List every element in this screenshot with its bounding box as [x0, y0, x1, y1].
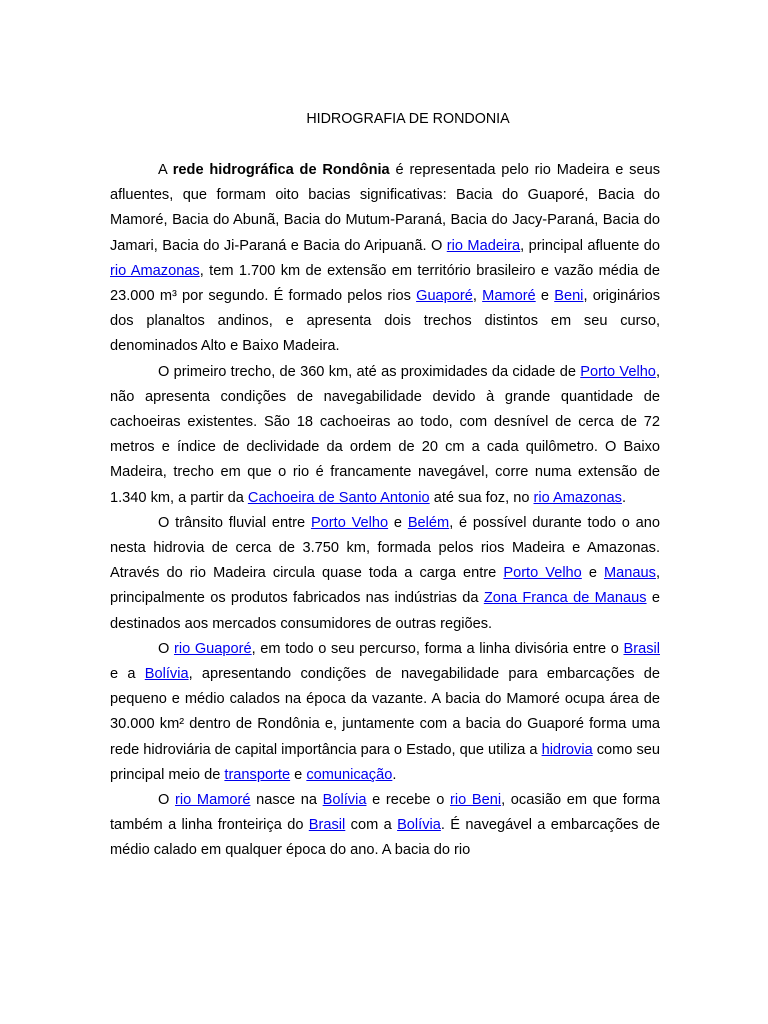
hyperlink[interactable]: Porto Velho	[503, 565, 582, 582]
hyperlink[interactable]: rio Beni	[449, 792, 502, 809]
text-run: , originários dos planaltos andinos, e apresenta dois trechos distintos em seu curso, denominados Alto e Baixo Madeira.	[110, 288, 661, 355]
paragraph	[110, 511, 660, 637]
text-run: O	[158, 640, 174, 657]
hyperlink[interactable]: Manaus	[604, 565, 656, 582]
text-run: e a	[110, 666, 145, 683]
text-run: com a	[345, 817, 398, 834]
text-run: O trânsito fluvial entre	[158, 514, 311, 531]
paragraph	[110, 158, 660, 360]
hyperlink[interactable]: Belém	[407, 514, 450, 531]
text-run: .	[392, 766, 397, 783]
paragraph	[110, 788, 660, 864]
paragraph	[110, 360, 660, 511]
text-run: e destinados aos mercados consumidores de outras regiões.	[110, 590, 661, 632]
hyperlink[interactable]: rio Guaporé	[173, 640, 252, 657]
text-run: e	[535, 288, 555, 305]
text-run: , principal afluente do	[520, 237, 661, 254]
document-title: HIDROGRAFIA DE RONDONIA	[306, 111, 510, 127]
hyperlink[interactable]: rio Mamoré	[175, 792, 251, 809]
text-run: até sua foz, no	[429, 489, 534, 506]
hyperlink[interactable]: Bolívia	[144, 666, 189, 683]
text-run: e recebe o	[366, 792, 450, 809]
text-run: O primeiro trecho, de 360 km, até as proximidades da cidade de	[158, 363, 581, 380]
hyperlink[interactable]: rio Amazonas	[110, 262, 200, 279]
paragraph	[110, 637, 660, 788]
text-run: . É navegável a embarcações de médio calado em qualquer época do ano. A bacia do rio	[110, 817, 660, 859]
text-run: , em todo o seu percurso, forma a linha divisória entre o	[251, 640, 624, 657]
text-run: .	[621, 489, 626, 506]
hyperlink[interactable]: Bolívia	[397, 817, 441, 834]
text-run: ,	[472, 288, 483, 305]
hyperlink[interactable]: Mamoré	[482, 288, 536, 305]
hyperlink[interactable]: Beni	[554, 288, 584, 305]
hyperlink[interactable]: Bolívia	[322, 792, 367, 809]
hyperlink[interactable]: comunicação	[306, 766, 393, 783]
hyperlink[interactable]: Cachoeira de Santo Antonio	[247, 489, 430, 506]
text-run: , não apresenta condições de navegabilidade devido à grande quantidade de cachoeiras existentes. São 18 cachoeiras ao todo, com desnível de cerca de 72 metros e índice de declividade da ordem de 20 cm a cada quilômetro. O Baixo Madeira, trecho em que o rio é francamente navegável, corre numa extensão de 1.340 km, a partir da	[110, 363, 660, 506]
hyperlink[interactable]: rio Madeira	[446, 237, 521, 254]
hyperlink[interactable]: transporte	[224, 766, 291, 783]
text-run: e	[581, 565, 605, 582]
text-run: O	[158, 792, 176, 809]
text-run: , principalmente os produtos fabricados nas indústrias da	[110, 565, 660, 607]
hyperlink[interactable]: hidrovia	[541, 741, 593, 758]
hyperlink[interactable]: rio Amazonas	[533, 489, 622, 506]
bold-text: rede hidrográfica de Rondônia	[172, 162, 390, 178]
text-run: , ocasião em que forma também a linha fronteiriça do	[110, 792, 661, 834]
text-run: , apresentando condições de navegabilidade para embarcações de pequeno e médio calados na época da vazante. A bacia do Mamoré ocupa área de 30.000 km² dentro de Rondônia e, juntamente com a bacia do Guaporé forma uma rede hidroviária de capital importância para o Estado, que utiliza a	[110, 666, 660, 758]
hyperlink[interactable]: Brasil	[308, 817, 346, 834]
text-run: , tem 1.700 km de extensão em território brasileiro e vazão média de 23.000 m³ por segundo. É formado pelos rios	[110, 262, 660, 305]
hyperlink[interactable]: Porto Velho	[580, 363, 656, 380]
text-run: e	[290, 766, 307, 783]
hyperlink[interactable]: Brasil	[623, 640, 660, 657]
text-run: é representada pelo rio Madeira e seus afluentes, que formam oito bacias significativas: Bacia do Guaporé, Bacia do Mamoré, Bacia do Abunã, Bacia do Mutum-Paraná, Bacia do Jacy-Paraná, Bacia do Jamari, Bacia do Ji-Paraná e Bacia do Aripuanã. O	[110, 162, 661, 254]
text-run: e	[388, 514, 408, 531]
document-body	[110, 158, 660, 864]
hyperlink[interactable]: Guaporé	[416, 288, 473, 305]
text-run: nasce na	[250, 792, 323, 809]
text-run: como seu principal meio de	[110, 741, 661, 783]
hyperlink[interactable]: Porto Velho	[310, 514, 389, 531]
text-run: , é possível durante todo o ano nesta hidrovia de cerca de 3.750 km, formada pelos rios Madeira e Amazonas. Através do rio Madeira circula quase toda a carga entre	[110, 514, 660, 582]
hyperlink[interactable]: Zona Franca de Manaus	[483, 590, 647, 607]
text-run: A	[158, 162, 173, 178]
